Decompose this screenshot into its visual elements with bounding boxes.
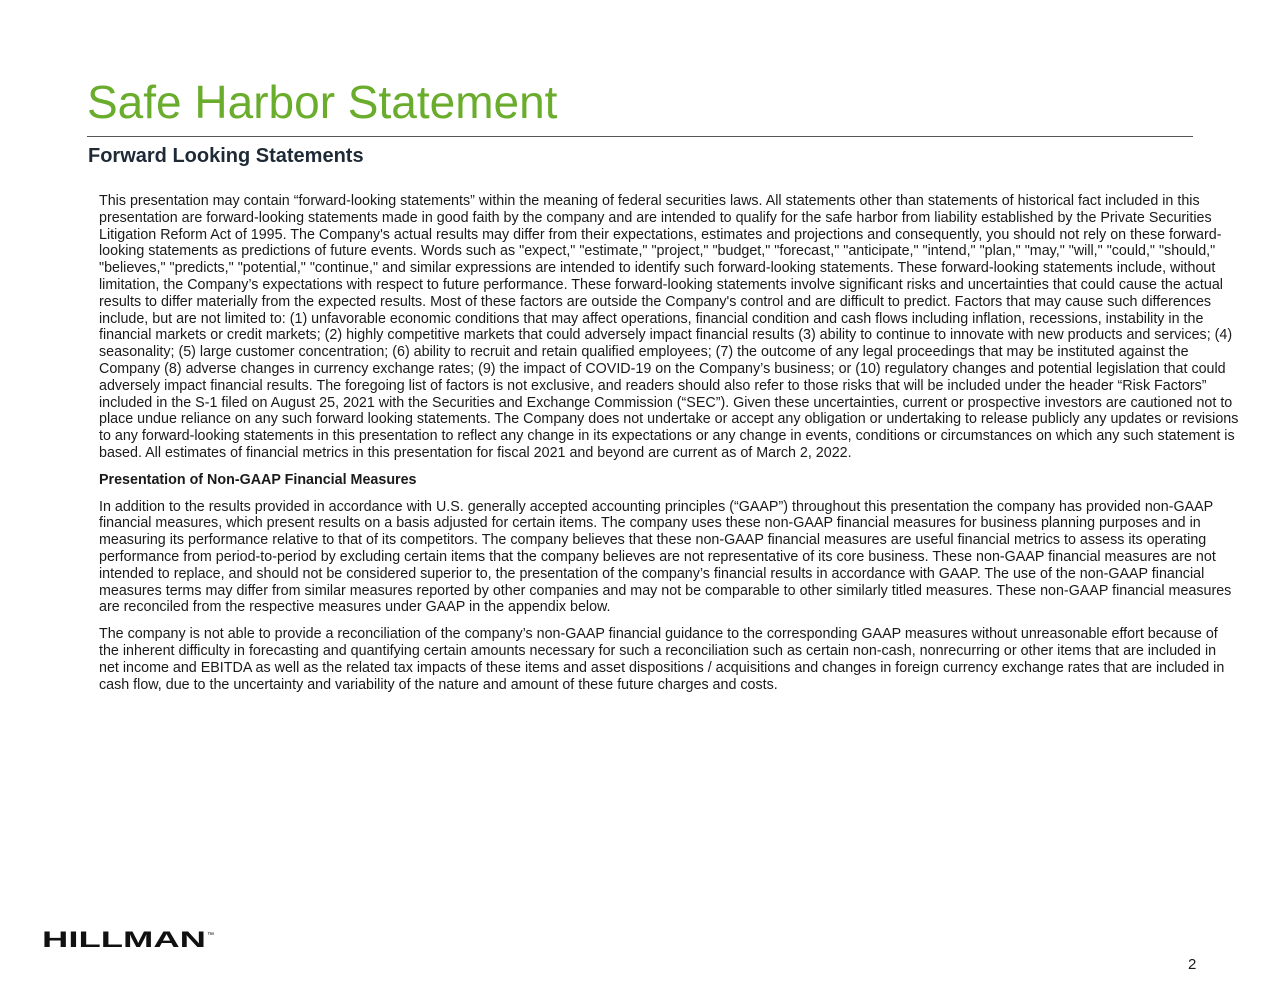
non-gaap-paragraph-2: The company is not able to provide a reconciliation of the company’s non-GAAP financial guidance to the corresponding GAAP measures without unreasonable effort because of the inherent difficulty in forecasting and quantifying certain amounts necessary for such a reconciliation such as certain non-cash, nonrecurring or other items that are included in net income and EBITDA as well as the related tax impacts of these items and asset dispositions / acquisitions and changes in foreign currency exchange rates that are included in cash flow, due to the uncertainty and variability of the nature and amount of these future charges and costs. <box>99 626 1225 693</box>
logo-trademark: ™ <box>207 932 214 939</box>
page-number: 2 <box>1188 956 1197 973</box>
forward-looking-paragraph: This presentation may contain “forward-looking statements” within the meaning of federal securities laws. All statements other than statements of historical fact included in this presentation are forward-looking statements made in good faith by the company and are intended to qualify for the safe harbor from liability established by the Private Securities Litigation Reform Act of 1995. The Company's actual results may differ from their expectations, estimates and projections and consequently, you should not rely on these forward-looking statements as predictions of future events. Words such as "expect," "estimate," "project," "budget," "forecast," "anticipate," "intend," "plan," "may," "will," "could," "should," "believes," "predicts," "potential," "continue," and similar expressions are intended to identify such forward-looking statements. These forward-looking statements include, without limitation, the Company’s expectations with respect to future performance. These forward-looking statements involve significant risks and uncertainties that could cause the actual results to differ materially from the expected results. Most of these factors are outside the Company's control and are difficult to predict. Factors that may cause such differences include, but are not limited to: (1) unfavorable economic conditions that may affect operations, financial condition and cash flows including inflation, recessions, instability in the financial markets or credit markets; (2) highly competitive markets that could adversely impact financial results (3) ability to continue to innovate with new products and services; (4) seasonality; (5) large customer concentration; (6) ability to recruit and retain qualified employees; (7) the outcome of any legal proceedings that may be instituted against the Company (8) adverse changes in currency exchange rates; (9) the impact of COVID-19 on the Company’s business; or (10) regulatory changes and potential legislation that could adversely impact financial results. The foregoing list of factors is not exclusive, and readers should also refer to those risks that will be included under the header “Risk Factors” included in the S-1 filed on August 25, 2021 with the Securities and Exchange Commission (“SEC”). Given these uncertainties, current or prospective investors are cautioned not to place undue reliance on any such forward looking statements. The Company does not undertake or accept any obligation or undertaking to release publicly any updates or revisions to any forward-looking statements in this presentation to reflect any change in its expectations or any change in events, conditions or circumstances on which any such statement is based. All estimates of financial metrics in this presentation for fiscal 2021 and beyond are current as of March 2, 2022. <box>99 193 1239 461</box>
logo-wordmark: HILLMAN <box>42 928 206 950</box>
statement-body <box>99 193 1239 693</box>
forward-looking-heading: Forward Looking Statements <box>88 145 364 167</box>
non-gaap-heading: Presentation of Non-GAAP Financial Measures <box>99 471 417 488</box>
slide-title: Safe Harbor Statement <box>87 76 558 128</box>
hillman-logo <box>42 928 214 950</box>
title-divider <box>87 136 1193 137</box>
non-gaap-paragraph-1: In addition to the results provided in accordance with U.S. generally accepted accounting principles (“GAAP”) throughout this presentation the company has provided non-GAAP financial measures, which present results on a basis adjusted for certain items. The company uses these non-GAAP financial measures for business planning purposes and in measuring its performance relative to that of its competitors. The company believes that these non-GAAP financial measures are useful financial metrics to assess its operating performance from period-to-period by excluding certain items that the company believes are not representative of its core business. These non-GAAP financial measures are not intended to replace, and should not be considered superior to, the presentation of the company’s financial results in accordance with GAAP. The use of the non-GAAP financial measures terms may differ from similar measures reported by other companies and may not be comparable to other similarly titled measures. These non-GAAP financial measures are reconciled from the respective measures under GAAP in the appendix below. <box>99 498 1232 616</box>
